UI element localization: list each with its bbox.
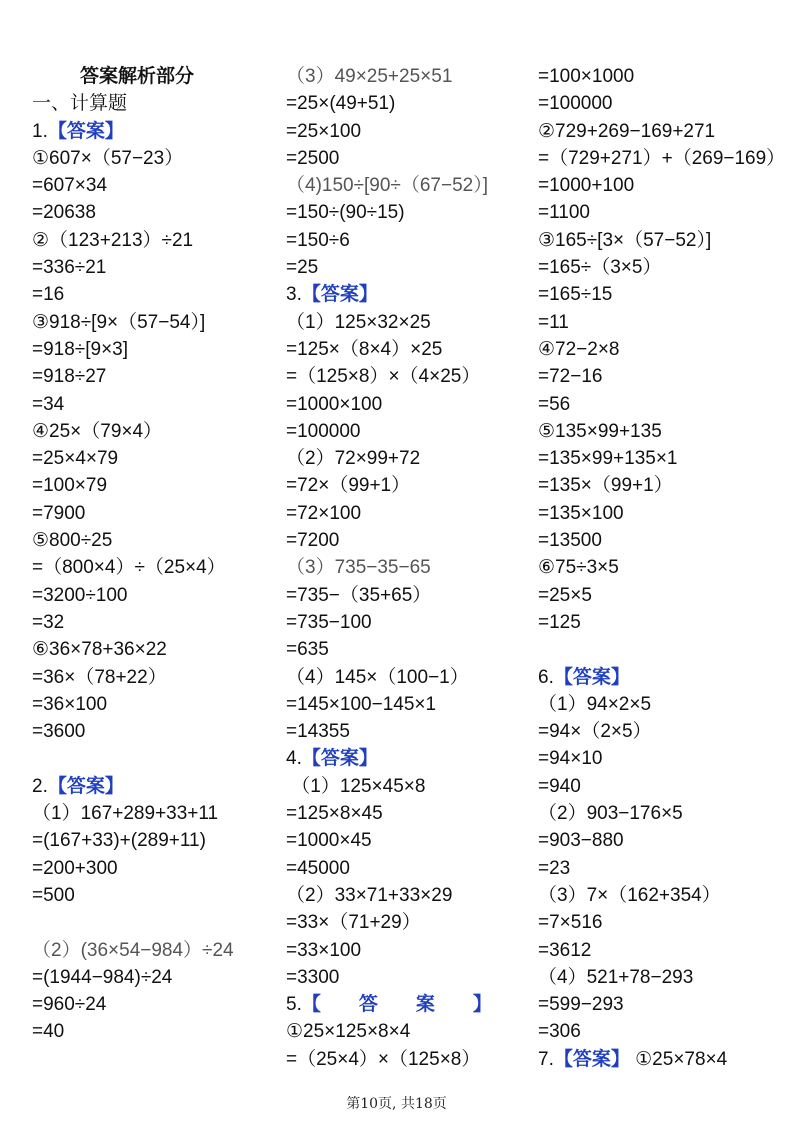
column-right: [538, 63, 788, 1073]
expression-line: ⑤800÷25: [32, 530, 113, 552]
expression-line: =40: [32, 1021, 65, 1043]
expression-line: =20638: [32, 202, 96, 224]
expression-line: =25×5: [538, 584, 592, 606]
expression-line: =135×99+135×1: [538, 448, 678, 470]
expression-line: ④25×（79×4）: [32, 420, 163, 442]
question-number: 1.: [32, 120, 48, 142]
expression-line: =（25×4）×（125×8）: [286, 1048, 481, 1070]
answer-label: 【答案】: [553, 666, 630, 688]
expression-line: =306: [538, 1021, 581, 1043]
page-title: 答案解析部分: [80, 65, 195, 87]
expression-line: ⑥36×78+36×22: [32, 639, 167, 661]
expression-line: =1000×45: [286, 830, 372, 852]
expression-line: =（729+271）+（269−169）: [538, 147, 786, 169]
expression-line: =94×（2×5）: [538, 721, 652, 743]
question-number: 3.: [286, 284, 302, 306]
expression-line: =165÷15: [538, 284, 613, 306]
expression-line: =11: [538, 311, 569, 333]
expression-line: =3300: [286, 966, 340, 988]
answer-label: 【答案】: [47, 120, 124, 142]
expression-line: =100000: [286, 420, 361, 442]
expression-line: =940: [538, 775, 581, 797]
expression-line: =960÷24: [32, 994, 107, 1016]
expression-line: =36×100: [32, 693, 108, 715]
section-heading: 一、计算题: [32, 92, 128, 115]
question-number: 2.: [32, 775, 48, 797]
expression-line: =13500: [538, 530, 602, 552]
expression-line: =7×516: [538, 912, 603, 934]
question-number: 4.: [286, 748, 302, 770]
answer-heading: [538, 664, 788, 691]
expression-line: ③165÷[3×（57−52）]: [538, 229, 712, 251]
expression-line: =33×100: [286, 939, 362, 961]
answer-heading: [286, 991, 526, 1018]
expression-line: =(1944−984)÷24: [32, 966, 173, 988]
expression-line: （3）735−35−65: [286, 557, 431, 579]
answer-heading: [538, 1046, 788, 1073]
expression-line: （4）145×（100−1）: [286, 666, 469, 688]
expression-line: =94×10: [538, 748, 603, 770]
expression-line: =100×1000: [538, 66, 635, 87]
expression-line: （3）49×25+25×51: [286, 66, 453, 87]
expression-line: ①25×125×8×4: [286, 1021, 411, 1043]
expression-line: =72×100: [286, 502, 362, 524]
expression-line: （3）7×（162+354）: [538, 884, 721, 906]
expression-line: =14355: [286, 721, 350, 743]
expression-line: （1）167+289+33+11: [32, 803, 219, 825]
expression-line: =135×100: [538, 502, 624, 524]
expression-line: =72×（99+1）: [286, 475, 411, 497]
expression-line: =32: [32, 611, 65, 633]
expression-line: =（125×8）×（4×25）: [286, 366, 481, 388]
expression-line: =635: [286, 639, 329, 661]
expression-line: =200+300: [32, 857, 118, 879]
expression-line: =36×（78+22）: [32, 666, 167, 688]
answer-label: 【答案】: [301, 748, 378, 770]
expression-line: =145×100−145×1: [286, 693, 437, 715]
expression-line: ④72−2×8: [538, 338, 620, 360]
expression-line: （2）903−176×5: [538, 803, 683, 825]
answer-label: 【答案】: [553, 1048, 630, 1070]
expression-line: =（800×4）÷（25×4）: [32, 557, 226, 579]
expression-line: =25×(49+51): [286, 93, 396, 115]
expression-line: =150÷6: [286, 229, 350, 251]
expression-line: ①607×（57−23）: [32, 147, 184, 169]
expression-line: =1000+100: [538, 175, 635, 197]
answer-heading: [286, 745, 526, 772]
expression-line: =34: [32, 393, 65, 415]
expression-line: =25: [286, 257, 319, 279]
blank-line: [538, 636, 788, 663]
expression-line: =918÷[9×3]: [32, 338, 129, 360]
expression-line: =150÷(90÷15): [286, 202, 405, 224]
answer-heading: [286, 281, 526, 308]
expression-line: =903−880: [538, 830, 624, 852]
expression-line: =500: [32, 884, 75, 906]
expression-line: =33×（71+29）: [286, 912, 421, 934]
answer-heading: [32, 773, 272, 800]
expression-line: （2）(36×54−984）÷24: [32, 939, 234, 961]
answer-label: 【 答 案 】: [301, 994, 492, 1016]
expression-line: （1）125×32×25: [286, 311, 431, 333]
expression-line: ②（123+213）÷21: [32, 229, 194, 251]
expression-line: =599−293: [538, 994, 624, 1016]
expression-line: =23: [538, 857, 571, 879]
expression-line: =7900: [32, 502, 86, 524]
expression-line: =3612: [538, 939, 592, 961]
expression-line: ⑥75÷3×5: [538, 557, 619, 579]
expression-line: （4)150÷[90÷（67−52）]: [286, 175, 489, 197]
expression-line: =918÷27: [32, 366, 107, 388]
expression-line: =735−100: [286, 611, 372, 633]
expression-line: =56: [538, 393, 571, 415]
blank-line: [32, 745, 272, 772]
expression-line: （1）94×2×5: [538, 693, 652, 715]
expression-line: ②729+269−169+271: [538, 120, 716, 142]
expression-line: =165÷（3×5）: [538, 257, 662, 279]
question-number: 7.: [538, 1048, 554, 1070]
blank-line: [32, 909, 272, 936]
expression-line: （1）125×45×8: [286, 775, 426, 797]
expression-line: =100×79: [32, 475, 108, 497]
answer-label: 【答案】: [301, 284, 378, 306]
expression-line: =45000: [286, 857, 350, 879]
question-number: 5.: [286, 994, 302, 1016]
expression-line: （4）521+78−293: [538, 966, 694, 988]
expression-line: =25×4×79: [32, 448, 119, 470]
expression-line: =25×100: [286, 120, 362, 142]
expression-line: =125: [538, 611, 581, 633]
expression-line: =2500: [286, 147, 340, 169]
expression-line: =125×（8×4）×25: [286, 338, 443, 360]
expression-line: =125×8×45: [286, 803, 383, 825]
expression-text: ①25×78×4: [629, 1048, 728, 1070]
expression-line: =7200: [286, 530, 340, 552]
question-number: 6.: [538, 666, 554, 688]
expression-line: =100000: [538, 93, 613, 115]
expression-line: =735−（35+65）: [286, 584, 432, 606]
expression-line: =16: [32, 284, 65, 306]
expression-line: ③918÷[9×（57−54）]: [32, 311, 206, 333]
expression-line: =3600: [32, 721, 86, 743]
column-left: [32, 63, 272, 1046]
column-middle: [286, 63, 526, 1073]
expression-line: =1100: [538, 202, 590, 224]
expression-line: =(167+33)+(289+11): [32, 830, 206, 852]
expression-line: （2）33×71+33×29: [286, 884, 453, 906]
expression-line: （2）72×99+72: [286, 448, 421, 470]
answer-heading: [32, 118, 272, 145]
answer-label: 【答案】: [47, 775, 124, 797]
expression-line: =607×34: [32, 175, 108, 197]
expression-line: =135×（99+1）: [538, 475, 673, 497]
expression-line: =1000×100: [286, 393, 383, 415]
expression-line: ⑤135×99+135: [538, 420, 662, 442]
page-footer: 第10页, 共18页: [346, 1096, 447, 1112]
expression-line: =72−16: [538, 366, 603, 388]
expression-line: =336÷21: [32, 257, 107, 279]
expression-line: =3200÷100: [32, 584, 128, 606]
